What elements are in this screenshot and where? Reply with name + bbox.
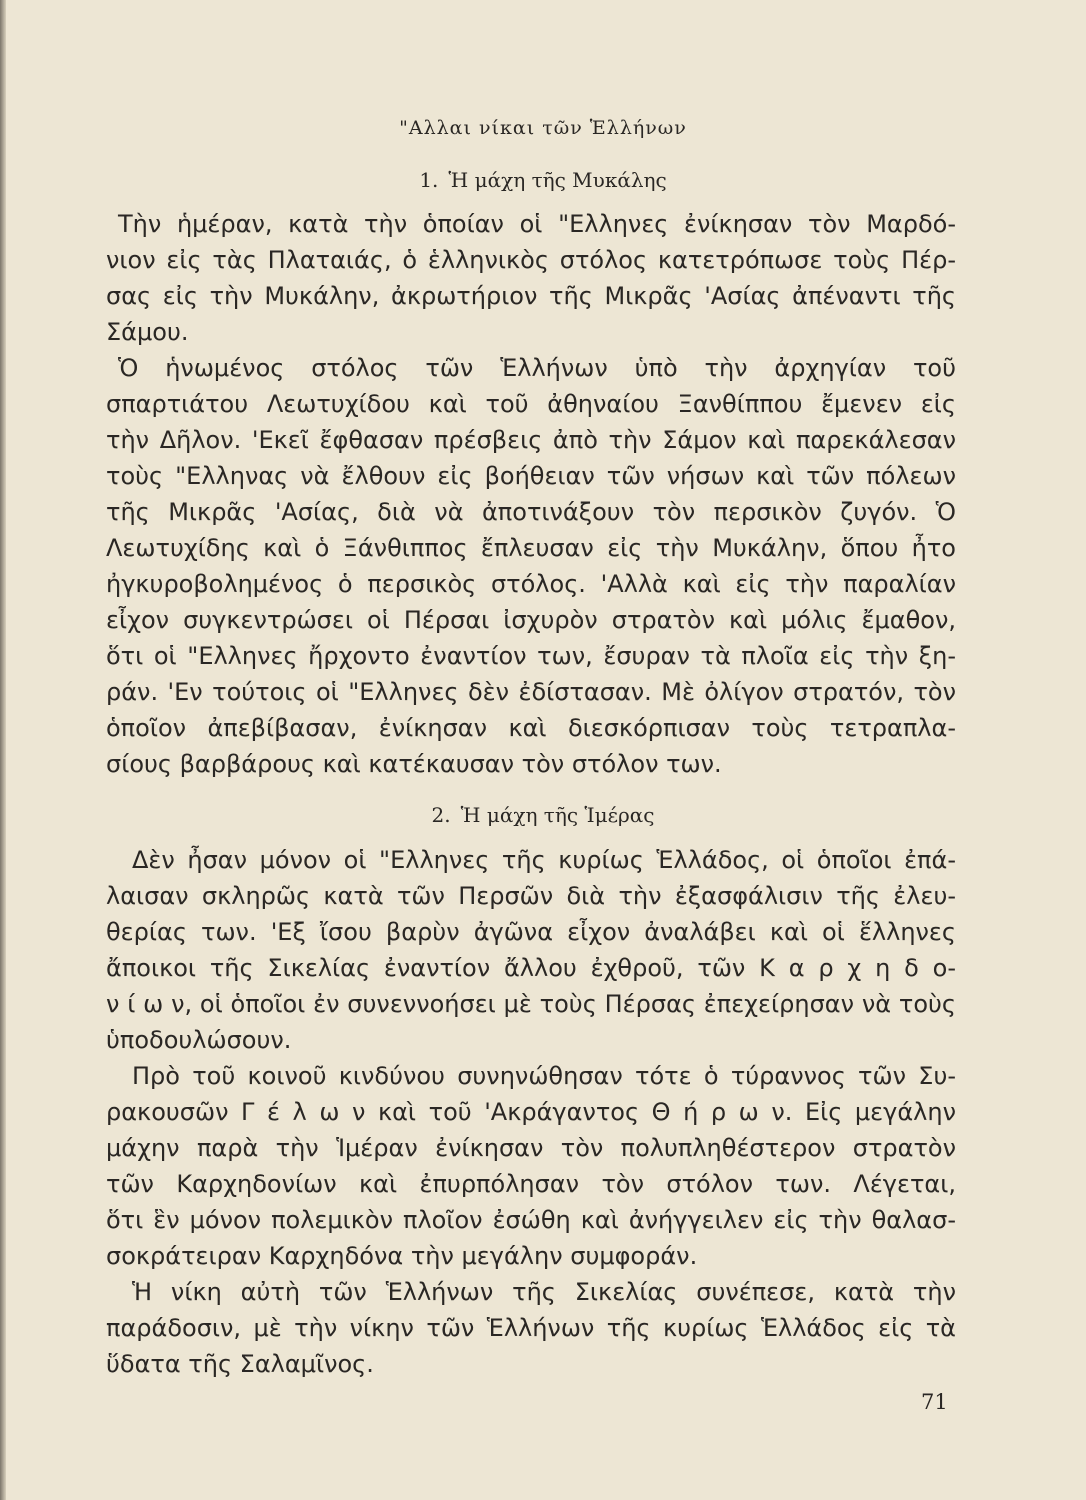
text-line: Ἡ νίκη αὐτὴ τῶν Ἑλλήνων τῆς Σικελίας συνέπεσε, κατὰ τὴν <box>132 1278 956 1306</box>
text-line: Πρὸ τοῦ κοινοῦ κινδύνου συνηνώθησαν τότε ὁ τύραννος τῶν Συ- <box>132 1062 956 1090</box>
text-line: νιον εἰς τὰς Πλαταιάς, ὁ ἑλληνικὸς στόλος κατετρόπωσε τοὺς Πέρ- <box>106 246 956 274</box>
text-line: τὴν Δῆλον. 'Εκεῖ ἔφθασαν πρέσβεις ἀπὸ τὴν Σάμον καὶ παρεκάλεσαν <box>106 426 956 454</box>
text-line: ρακουσῶν Γ έ λ ω ν καὶ τοῦ 'Ακράγαντος Θ ή ρ ω ν. Εἰς μεγάλην <box>106 1098 956 1126</box>
text-line: Τὴν ἡμέραν, κατὰ τὴν ὁποίαν οἱ "Ελληνες ἐνίκησαν τὸν Μαρδό- <box>118 210 956 238</box>
text-line: εἶχον συγκεντρώσει οἱ Πέρσαι ἰσχυρὸν στρατὸν καὶ μόλις ἔμαθον, <box>106 606 956 634</box>
text-line: σοκράτειραν Καρχηδόνα τὴν μεγάλην συμφοράν. <box>106 1242 698 1270</box>
text-line: τῶν Καρχηδονίων καὶ ἐπυρπόλησαν τὸν στόλον των. Λέγεται, <box>106 1170 956 1198</box>
section-1-heading <box>0 168 1086 192</box>
text-line: τοὺς "Ελληνας νὰ ἔλθουν εἰς βοήθειαν τῶν νήσων καὶ τῶν πόλεων <box>106 462 956 490</box>
text-line: Δὲν ἦσαν μόνον οἱ "Ελληνες τῆς κυρίως Ἑλλάδος, οἱ ὁποῖοι ἐπά- <box>132 846 956 874</box>
text-line: ἄποικοι τῆς Σικελίας ἐναντίον ἄλλου ἐχθροῦ, τῶν Κ α ρ χ η δ ο- <box>106 954 956 982</box>
section-1-number: 1. <box>419 168 439 192</box>
page-binding-edge <box>0 0 6 1500</box>
section-1-body <box>106 206 956 782</box>
section-2-title: Ἡ μάχη τῆς Ἱμέρας <box>460 803 655 827</box>
text-line: παράδοσιν, μὲ τὴν νίκην τῶν Ἑλλήνων τῆς κυρίως Ἑλλάδος εἰς τὰ <box>106 1314 956 1342</box>
text-line: σπαρτιάτου Λεωτυχίδου καὶ τοῦ ἀθηναίου Ξανθίππου ἔμενεν εἰς <box>106 390 956 418</box>
text-line: ἠγκυροβολημένος ὁ περσικὸς στόλος. 'Αλλὰ καὶ εἰς τὴν παραλίαν <box>106 570 956 598</box>
text-line: ὁποῖον ἀπεβίβασαν, ἐνίκησαν καὶ διεσκόρπισαν τοὺς τετραπλα- <box>106 714 956 742</box>
chapter-title: "Αλλαι νίκαι τῶν Ἑλλήνων <box>399 117 687 139</box>
text-line: λαισαν σκληρῶς κατὰ τῶν Περσῶν διὰ τὴν ἐξασφάλισιν τῆς ἐλευ- <box>106 882 956 910</box>
text-line: ὕδατα τῆς Σαλαμῖνος. <box>106 1350 374 1378</box>
text-line: Σάμου. <box>106 318 189 346</box>
text-line: ράν. 'Εν τούτοις οἱ "Ελληνες δὲν ἐδίστασαν. Μὲ ὀλίγον στρατόν, τὸν <box>106 678 956 706</box>
text-line: Ὁ ἡνωμένος στόλος τῶν Ἑλλήνων ὑπὸ τὴν ἀρχηγίαν τοῦ <box>118 354 956 382</box>
text-line: σίους βαρβάρους καὶ κατέκαυσαν τὸν στόλον των. <box>106 750 722 778</box>
text-line: μάχην παρὰ τὴν Ἱμέραν ἐνίκησαν τὸν πολυπληθέστερον στρατὸν <box>106 1134 956 1162</box>
text-line: ὅτι οἱ "Ελληνες ἤρχοντο ἐναντίον των, ἔσυραν τὰ πλοῖα εἰς τὴν ξη- <box>106 642 956 670</box>
text-line: ν ί ω ν, οἱ ὁποῖοι ἐν συνεννοήσει μὲ τοὺς Πέρσας ἐπεχείρησαν νὰ τοὺς <box>106 990 956 1018</box>
section-2-heading <box>0 803 1086 827</box>
text-line: Λεωτυχίδης καὶ ὁ Ξάνθιππος ἔπλευσαν εἰς τὴν Μυκάλην, ὅπου ἦτο <box>106 534 956 562</box>
text-line: ὑποδουλώσουν. <box>106 1026 292 1054</box>
text-line: σας εἰς τὴν Μυκάλην, ἀκρωτήριον τῆς Μικρᾶς 'Ασίας ἀπέναντι τῆς <box>106 282 956 310</box>
text-line: θερίας των. 'Εξ ἴσου βαρὺν ἀγῶνα εἶχον ἀναλάβει καὶ οἱ ἕλληνες <box>106 918 956 946</box>
text-line: ὅτι ἓν μόνον πολεμικὸν πλοῖον ἐσώθη καὶ ἀνήγγειλεν εἰς τὴν θαλασ- <box>106 1206 956 1234</box>
section-1-title: Ἡ μάχη τῆς Μυκάλης <box>448 168 667 192</box>
section-2-body <box>106 842 956 1382</box>
page-number: 71 <box>921 1390 948 1414</box>
text-line: τῆς Μικρᾶς 'Ασίας, διὰ νὰ ἀποτινάξουν τὸν περσικὸν ζυγόν. Ὁ <box>106 498 956 526</box>
section-2-number: 2. <box>431 803 451 827</box>
